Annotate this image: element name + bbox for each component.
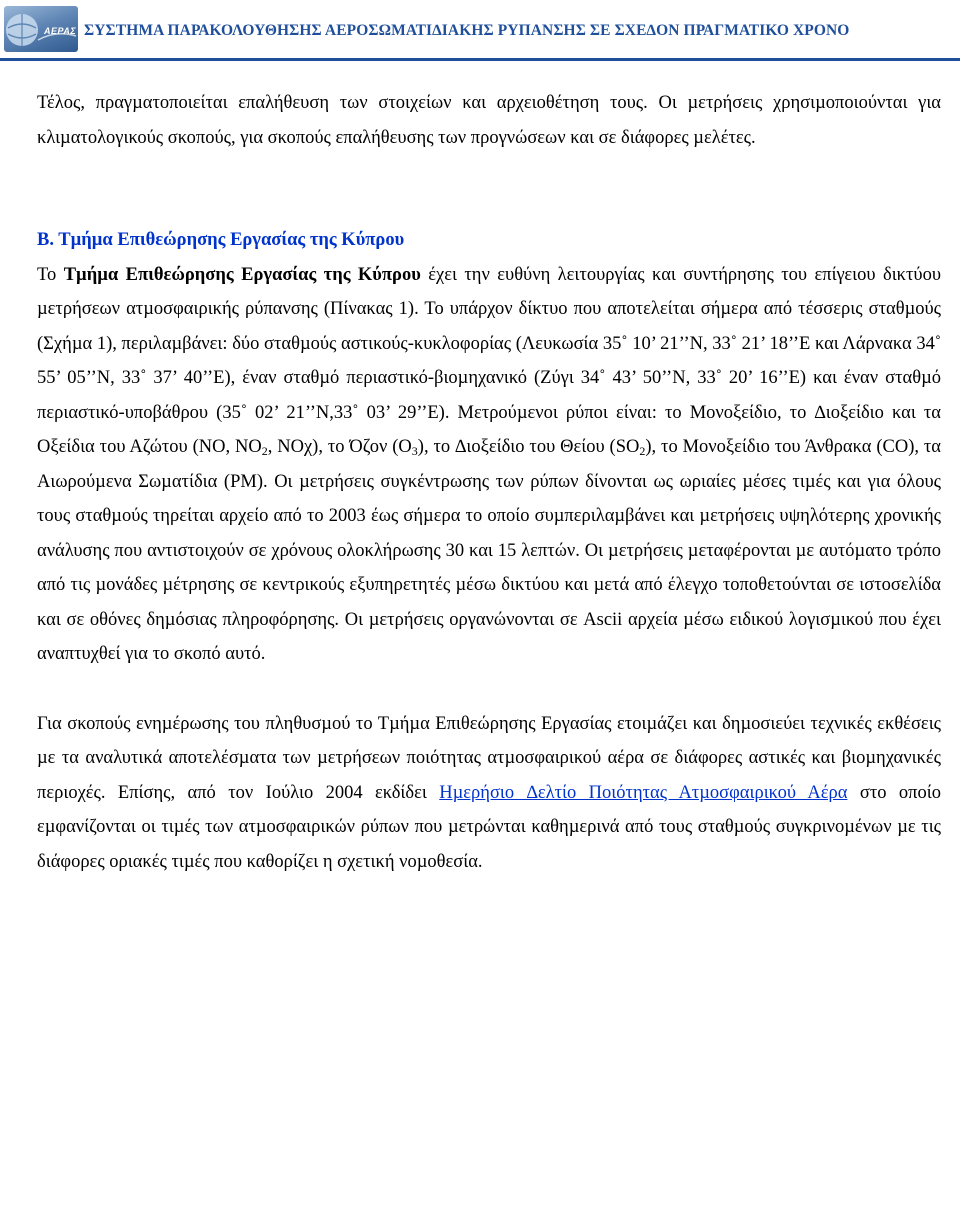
bulletin-paragraph [37,707,941,880]
subscript-so2: 2 [639,444,646,458]
section-title: Β. Τµήµα Επιθεώρησης Εργασίας της Κύπρου [37,230,405,250]
header-title: ΣΥΣΤΗΜΑ ΠΑΡΑΚΟΛΟΥΘΗΣΗΣ ΑΕΡΟΣΩΜΑΤΙ∆ΙΑΚΗΣ ΡΥΠΑΝΣΗΣ ΣΕ ΣΧΕ∆ΟΝ ΠΡΑΓΜΑΤΙΚΟ ΧΡΟΝΟ [84,22,850,39]
daily-air-quality-bulletin-link[interactable]: Ηµερήσιο ∆ελτίο Ποιότητας Ατµοσφαιρικού Αέρα [439,782,848,803]
department-name: Τµήµα Επιθεώρησης Εργασίας της Κύπρου [63,264,421,285]
network-paragraph [37,258,941,672]
subscript-no2: 2 [261,444,268,458]
para2-text-e: ), το ∆ιοξείδιο του Θείου (SO [417,437,640,457]
logo-text: ΑΕΡΑΣ [44,26,77,36]
intro-paragraph: Τέλος, πραγµατοποιείται επαλήθευση των στοιχείων και αρχειοθέτηση τους. Οι µετρήσεις χρησιµοποιούνται για κλιµατολογικούς σκοπούς, για σκοπούς επαλήθευσης των προγνώσεων και σε διάφορες µελέτες. [37,93,941,148]
para2-text-a: Το [37,264,64,285]
para3-text-b: στο οποίο εµφανίζονται οι τιµές των ατµοσφαιρικών ρύπων που µετρώνται καθηµερινά από τους σταθµούς συγκρινοµένων µε τις διάφορες οριακές τιµές που καθορίζει η σχετική νοµοθεσία. [37,782,941,872]
para2-text-f: ), το Μονοξείδιο του Άνθρακα (CO), τα Αιωρούµενα Σωµατίδια (PM). Οι µετρήσεις συγκέντρωσης των ρύπων δίνονται ως ωριαίες µέσες τιµές και για όλους τους σταθµούς τηρείται αρχείο από το 2003 έως σήµερα το οποίο συµπεριλαµβάνει και µετρήσεις υψηλότερης χρονικής ανάλυσης που αντιστοιχούν σε χρόνους ολοκλήρωσης 30 και 15 λεπτών. Οι µετρήσεις µεταφέρονται µε αυτόµατο τρόπο από τις µονάδες µέτρησης σε κεντρικούς εξυπηρετητές µέσω δικτύου και µετά από έλεγχο τοποθετούνται σε ιστοσελίδα και σε οθόνες δηµόσιας πληροφόρησης. Οι µετρήσεις οργανώνονται σε Ascii αρχεία µέσω ειδικού λογισµικού που έχει αναπτυχθεί για το σκοπό αυτό. [37,437,942,664]
para2-text-d: , NOχ), το Όζον (O [267,437,412,457]
logo [4,6,78,52]
header-divider [0,58,960,61]
para3-text-a: Για σκοπούς ενηµέρωσης του πληθυσµού το Τµήµα Επιθεώρησης Εργασίας ετοιµάζει και δηµοσιεύει τεχνικές εκθέσεις µε τα αναλυτικά αποτελέσµατα των µετρήσεων ποιότητας ατµοσφαιρικού αέρα σε διάφορες αστικές και βιοµηχανικές περιοχές. Επίσης, από τον Ιούλιο 2004 εκδίδει [37,713,941,803]
subscript-o3: 3 [411,444,418,458]
document-body [37,86,941,879]
page-header [0,0,960,62]
para2-text-c: έχει την ευθύνη λειτουργίας και συντήρησης του επίγειου δικτύου µετρήσεων ατµοσφαιρικής ρύπανσης (Πίνακας 1). Το υπάρχον δίκτυο που αποτελείται σήµερα από τέσσερις σταθµούς (Σχήµα 1), περιλαµβάνει: δύο σταθµούς αστικούς-κυκλοφορίας (Λευκωσία 35˚ 10’ 21’’N, 33˚ 21’ 18’’E και Λάρνακα 34˚ 55’ 05’’N, 33˚ 37’ 40’’E), έναν σταθµό περιαστικό-βιοµηχανικό (Ζύγι 34˚ 43’ 50’’N, 33˚ 20’ 16’’E) και έναν σταθµό περιαστικό-υποβάθρου (35˚ 02’ 21’’N,33˚ 03’ 29’’E). Μετρούµενοι ρύποι είναι: το Μονοξείδιο, το ∆ιοξείδιο και τα Οξείδια του Αζώτου (NO, NO [37,264,941,457]
